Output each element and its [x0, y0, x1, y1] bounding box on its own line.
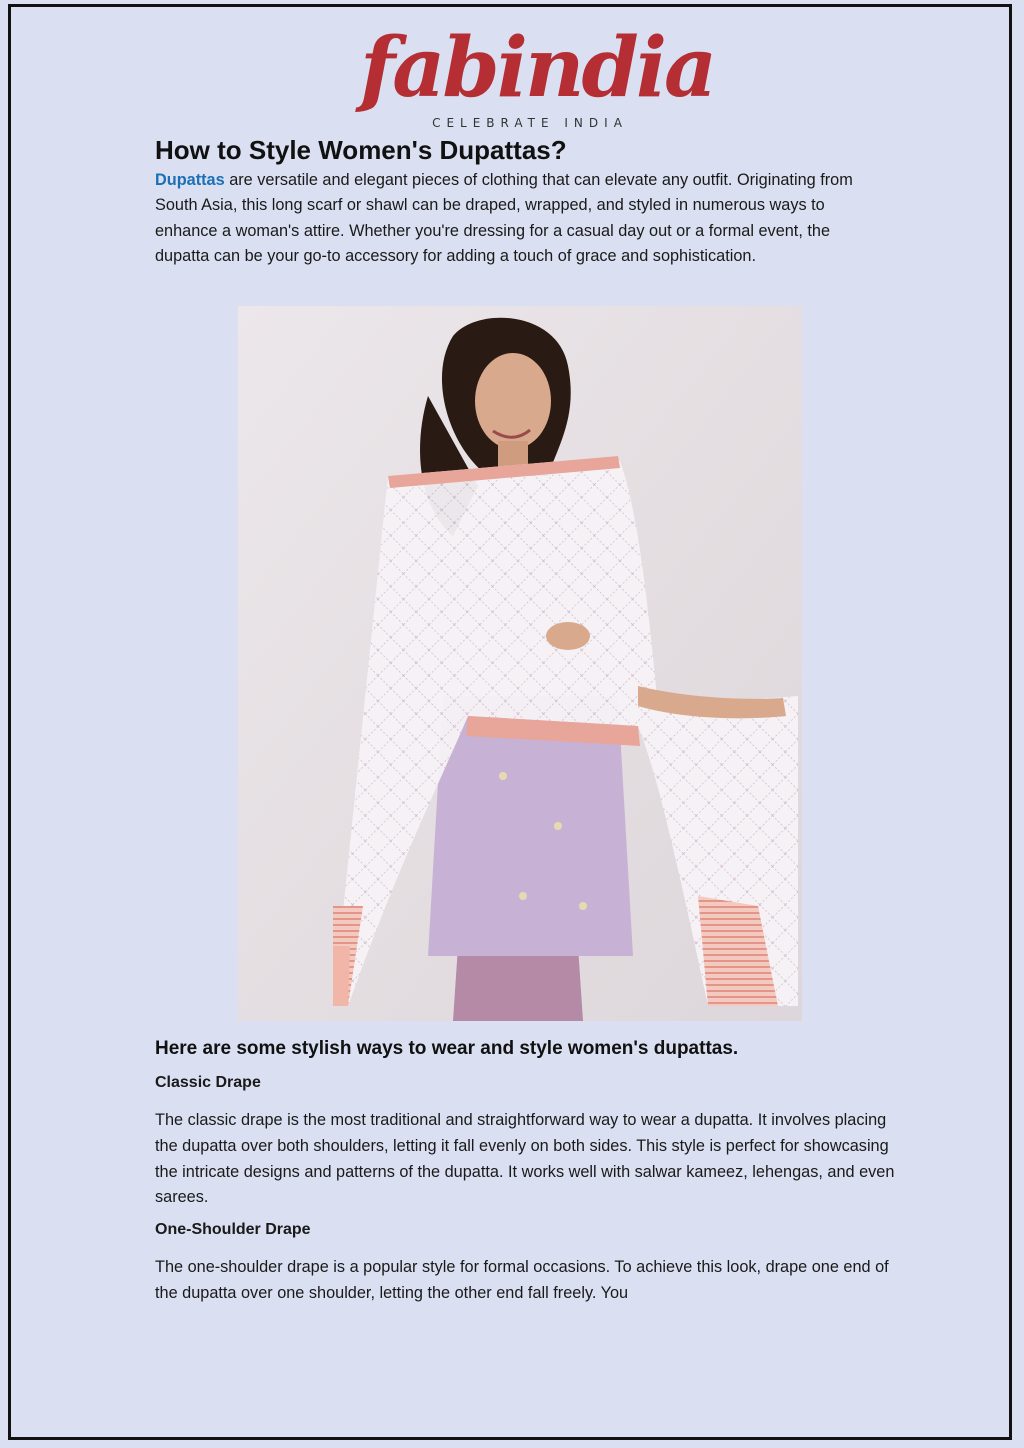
article-title: How to Style Women's Dupattas? — [155, 135, 567, 165]
dupatta-model-illustration — [238, 306, 802, 1021]
model-photo — [238, 306, 802, 1021]
one-shoulder-drape-heading: One-Shoulder Drape — [155, 1221, 311, 1238]
intro-text: are versatile and elegant pieces of clothing that can elevate any outfit. Originating from South Asia, this long scarf or shawl can be draped, wrapped, and styled in numerous ways to enhance a woman's attire. Whether you're dressing for a casual day out or a formal event, the dupatta can be your go-to accessory for adding a touch of grace and sophistication. — [155, 171, 853, 266]
brand-tagline: CELEBRATE INDIA — [432, 116, 628, 130]
one-shoulder-drape-text: The one-shoulder drape is a popular style for formal occasions. To achieve this look, drape one end of the dupatta over one shoulder, letting the other end fall freely. You — [155, 1258, 889, 1302]
brand-logo[interactable] — [360, 20, 715, 134]
brand-wordmark: fabindia — [360, 20, 715, 116]
classic-drape-text: The classic drape is the most traditional and straightforward way to wear a dupatta. It involves placing the dupatta over both shoulders, letting it fall evenly on both sides. This style is perfect for showcasing the intricate designs and patterns of the dupatta. It works well with salwar kameez, lehengas, and even sarees. — [155, 1111, 895, 1207]
section-subtitle: Here are some stylish ways to wear and style women's dupattas. — [155, 1038, 739, 1059]
classic-drape-heading: Classic Drape — [155, 1074, 261, 1091]
intro-paragraph — [155, 168, 885, 270]
dupattas-link[interactable]: Dupattas — [155, 171, 225, 189]
